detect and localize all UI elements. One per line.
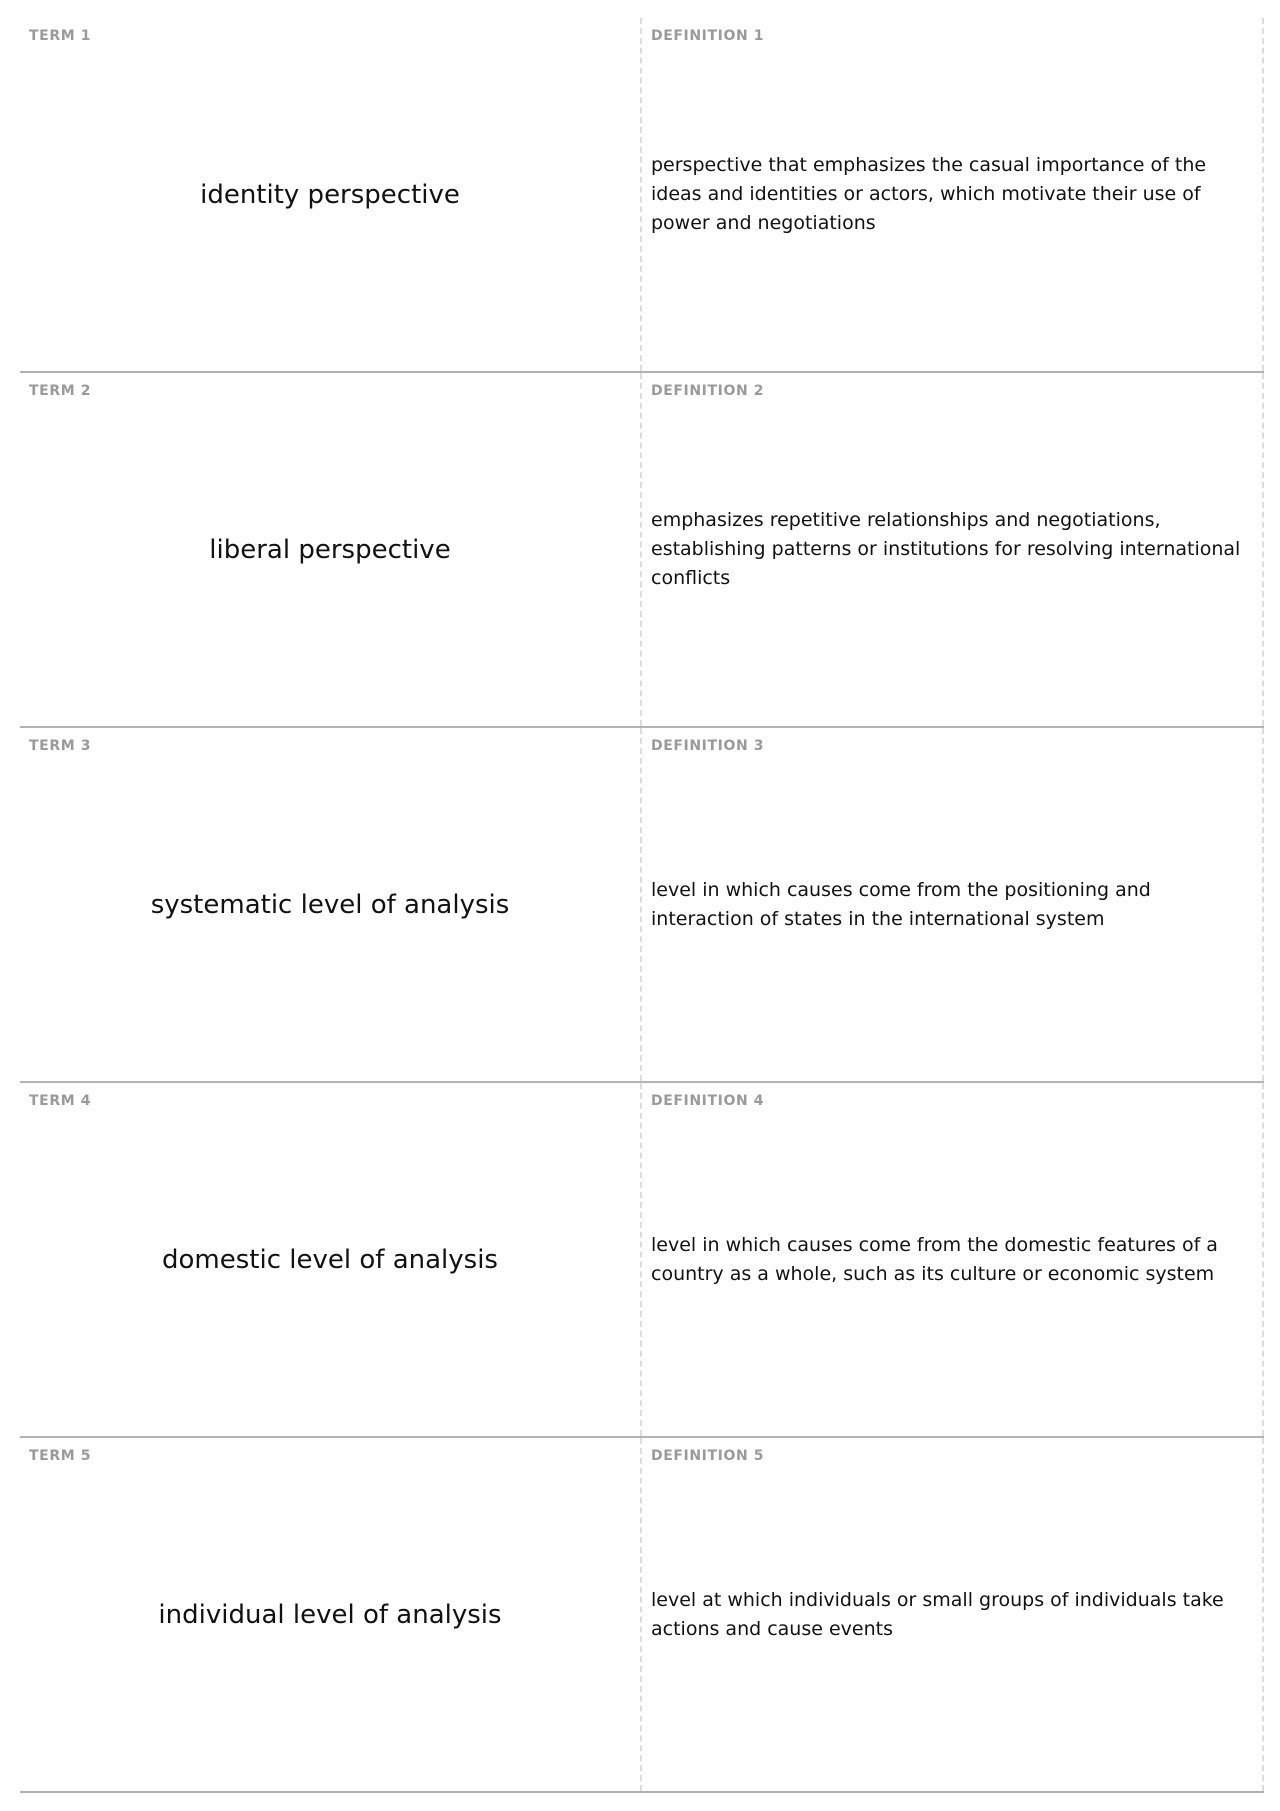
definition-cell bbox=[642, 1083, 1264, 1436]
definition-label: DEFINITION 5 bbox=[651, 1448, 765, 1464]
definition-text bbox=[651, 18, 1244, 371]
term-label: TERM 2 bbox=[29, 383, 92, 399]
term-text: liberal perspective bbox=[209, 534, 451, 565]
flashcard-row bbox=[20, 373, 1264, 728]
definition-body: perspective that emphasizes the casual importance of the ideas and identities or actors, which motivate their use of power and negotiations bbox=[651, 154, 1207, 234]
term-cell bbox=[20, 1083, 642, 1436]
definition-text bbox=[651, 1438, 1244, 1791]
flashcard-row bbox=[20, 728, 1264, 1083]
definition-text bbox=[651, 373, 1244, 726]
definition-text bbox=[651, 728, 1244, 1081]
definition-cell bbox=[642, 728, 1264, 1081]
term-label: TERM 5 bbox=[29, 1448, 92, 1464]
flashcard-row bbox=[20, 1083, 1264, 1438]
definition-label: DEFINITION 1 bbox=[651, 28, 765, 44]
definition-body: emphasizes repetitive relationships and negotiations, establishing patterns or institutions for resolving international conflicts bbox=[651, 509, 1241, 589]
term-text: domestic level of analysis bbox=[162, 1244, 498, 1275]
term-label: TERM 3 bbox=[29, 738, 92, 754]
term-label: TERM 4 bbox=[29, 1093, 92, 1109]
definition-body: level in which causes come from the domestic features of a country as a whole, such as its culture or economic system bbox=[651, 1233, 1218, 1285]
term-text: systematic level of analysis bbox=[150, 889, 510, 920]
term-text: individual level of analysis bbox=[158, 1599, 502, 1630]
flashcard-row bbox=[20, 18, 1264, 373]
term-cell bbox=[20, 373, 642, 726]
definition-label: DEFINITION 3 bbox=[651, 738, 765, 754]
flashcard-sheet bbox=[20, 18, 1264, 1793]
definition-label: DEFINITION 2 bbox=[651, 383, 765, 399]
term-cell bbox=[20, 1438, 642, 1791]
definition-body: level at which individuals or small groups of individuals take actions and cause events bbox=[651, 1588, 1224, 1640]
definition-cell bbox=[642, 1438, 1264, 1791]
term-cell bbox=[20, 728, 642, 1081]
term-cell bbox=[20, 18, 642, 371]
definition-cell bbox=[642, 18, 1264, 371]
definition-text bbox=[651, 1083, 1244, 1436]
term-label: TERM 1 bbox=[29, 28, 92, 44]
definition-body: level in which causes come from the positioning and interaction of states in the international system bbox=[651, 878, 1151, 930]
definition-label: DEFINITION 4 bbox=[651, 1093, 765, 1109]
definition-cell bbox=[642, 373, 1264, 726]
flashcard-row bbox=[20, 1438, 1264, 1793]
term-text: identity perspective bbox=[200, 179, 460, 210]
